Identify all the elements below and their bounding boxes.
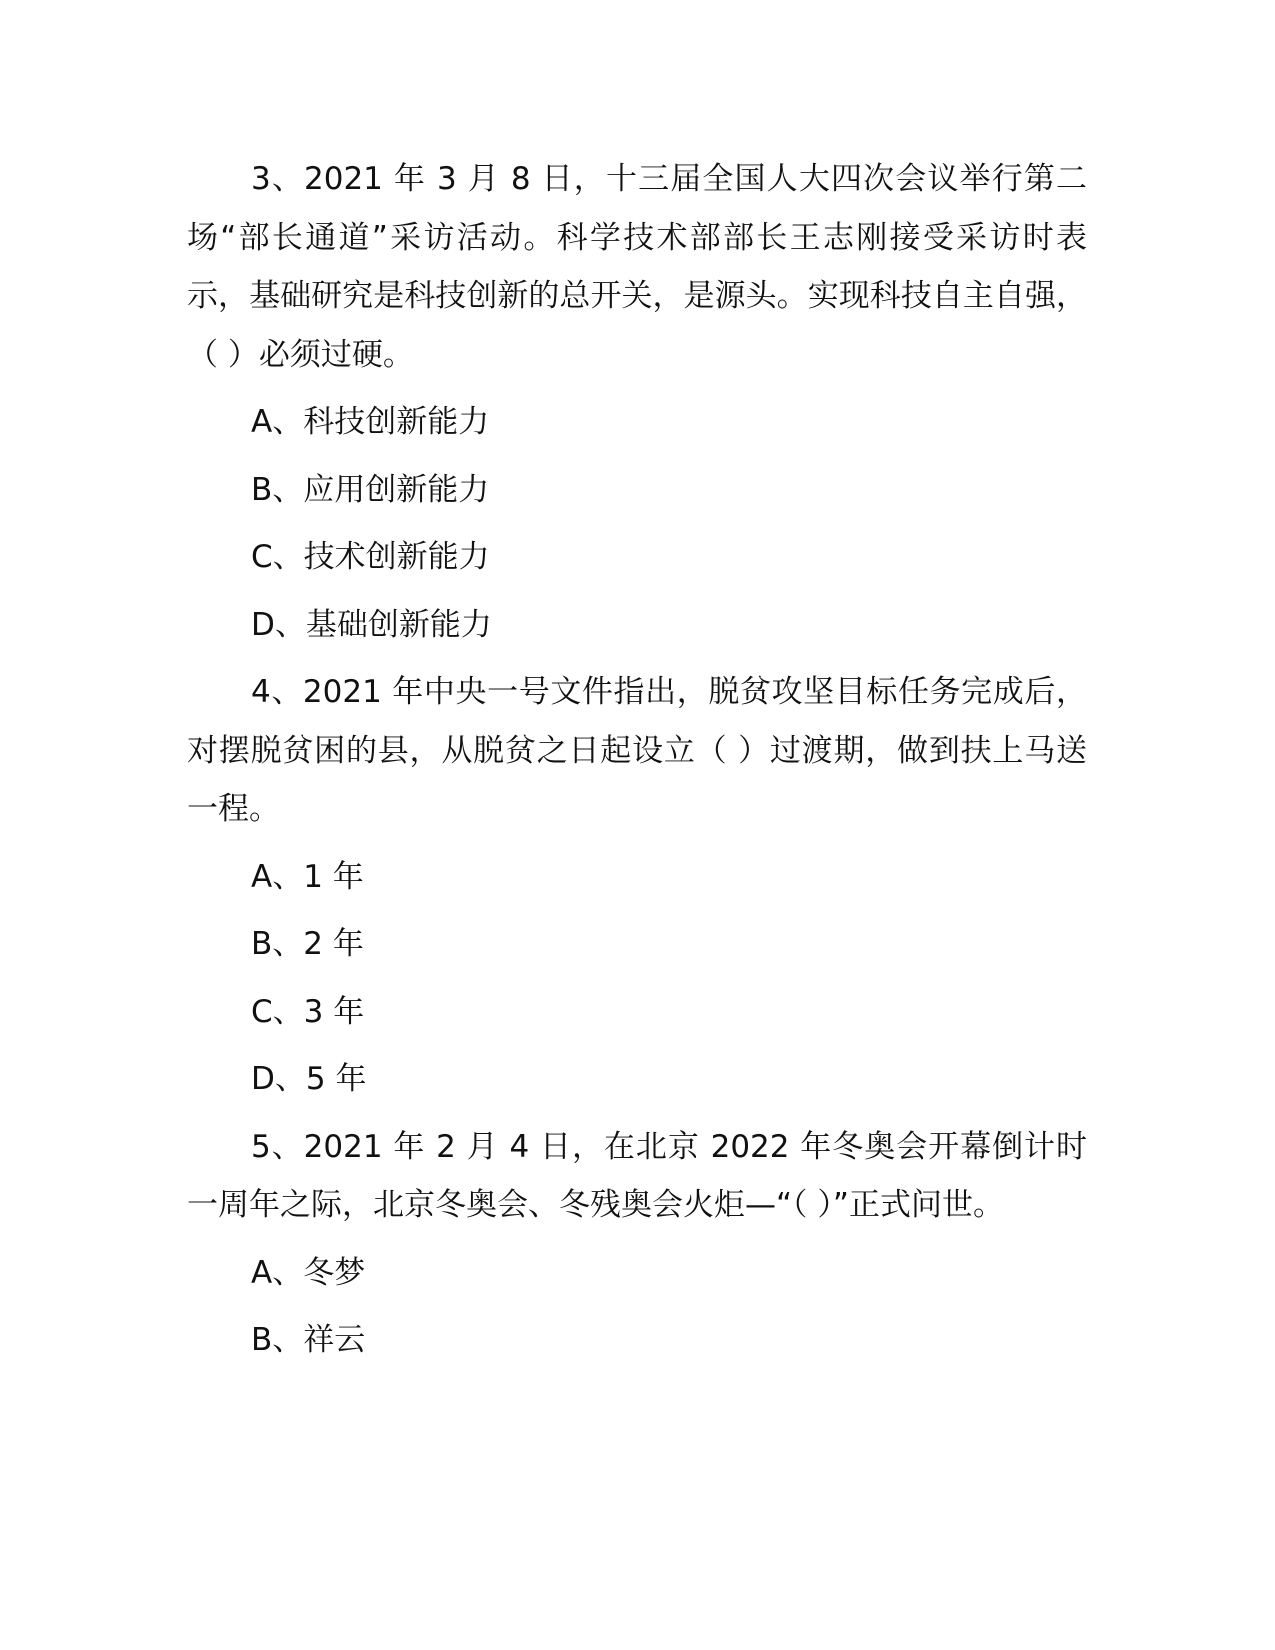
option-b: B、2 年	[251, 926, 364, 962]
option-d: D、基础创新能力	[251, 606, 492, 643]
question-text: 3、2021 年 3 月 8 日，十三届全国人大四次会议举行第二场“部长通道”采访活动。科学技术部部长王志刚接受采访时表示，基础研究是科技创新的总开关，是源头。实现科技自主自强，（ ）必须过硬。	[187, 161, 1087, 373]
question-text: 5、2021 年 2 月 4 日，在北京 2022 年冬奥会开幕倒计时一周年之际，北京冬奥会、冬残奥会火炬—“（ ）”正式问世。	[187, 1128, 1087, 1223]
question-4	[187, 663, 1087, 1109]
option-a: A、1 年	[251, 858, 364, 895]
option-c: C、技术创新能力	[251, 539, 490, 575]
option-d: D、5 年	[251, 1061, 367, 1097]
option-a: A、冬梦	[251, 1254, 366, 1291]
question-5	[187, 1118, 1087, 1370]
document-page	[187, 150, 1087, 1379]
question-3	[187, 150, 1087, 654]
option-a: A、科技创新能力	[251, 404, 490, 440]
option-c: C、3 年	[251, 993, 365, 1030]
question-text: 4、2021 年中央一号文件指出，脱贫攻坚目标任务完成后，对摆脱贫困的县，从脱贫之日起设立（ ）过渡期，做到扶上马送一程。	[187, 674, 1087, 827]
option-b: B、应用创新能力	[251, 471, 490, 508]
option-b: B、祥云	[251, 1322, 366, 1358]
